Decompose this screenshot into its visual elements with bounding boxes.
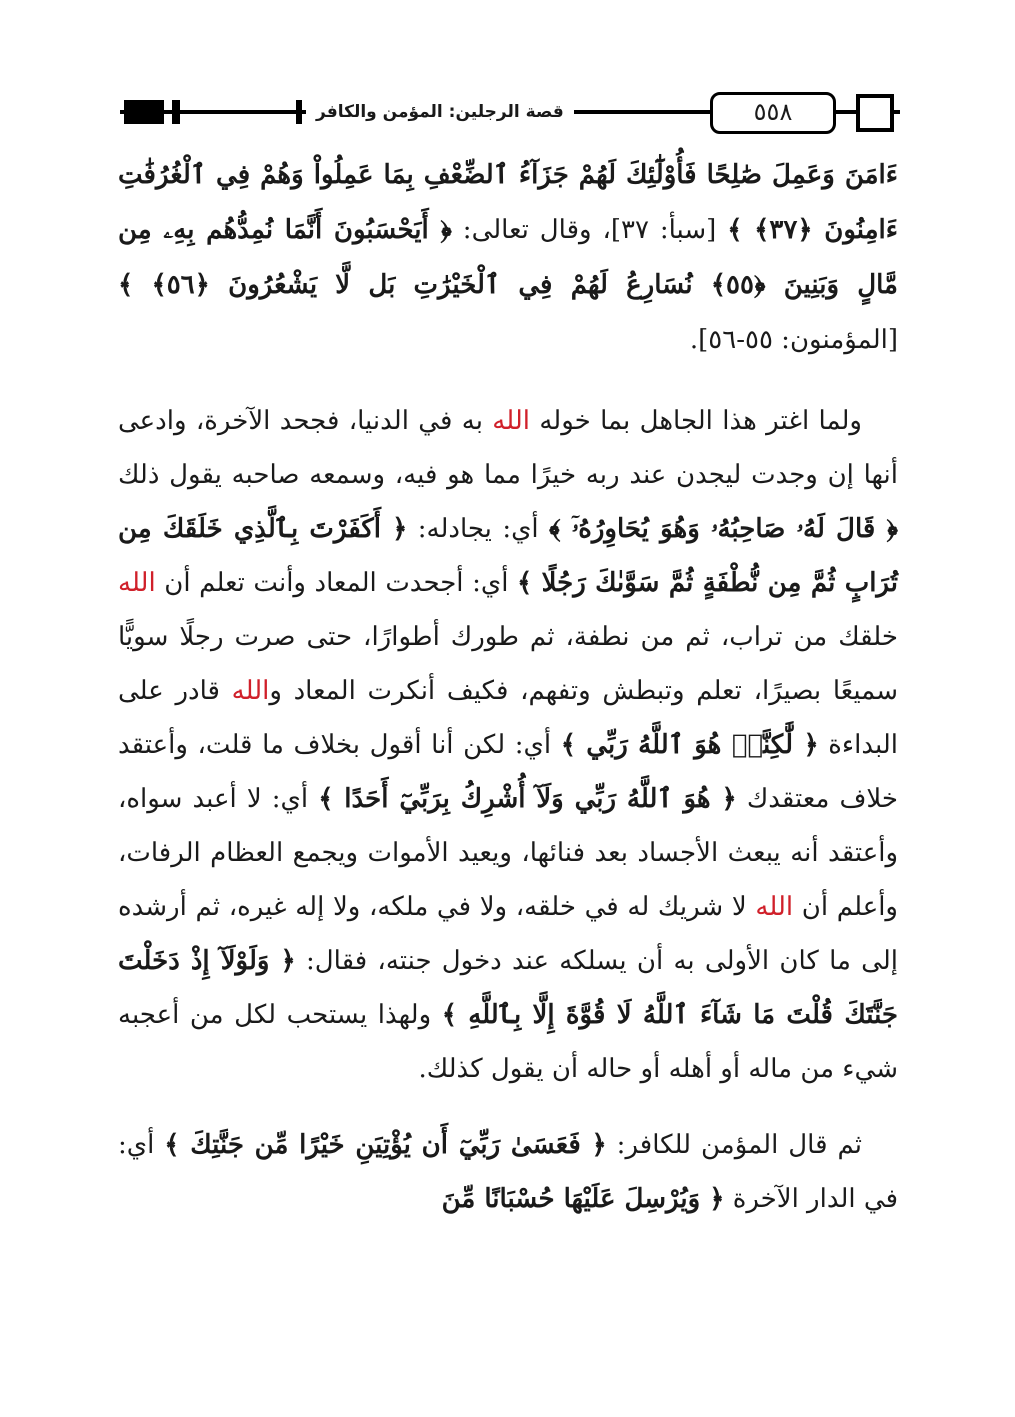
quran-verse: ﴿ وَلَوْلَآ إِذْ دَخَلْتَ جَنَّتَكَ قُلْتَ مَا شَآءَ ٱللَّهُ لَا قُوَّةَ إِلَّا بِٱللَّهِ ﴾: [118, 946, 898, 1030]
body-text: ولهذا يستحب لكل من أعجبه شيء من ماله أو أهله أو حاله أن يقول كذلك.: [118, 1000, 898, 1084]
page-number: ٥٥٨: [710, 92, 836, 134]
header-ornament-bar: [172, 100, 180, 124]
quran-verse: ﴿ قَالَ لَهُۥ صَاحِبُهُۥ وَهُوَ يُحَاوِرُهُۥٓ ﴾: [549, 514, 898, 544]
divine-name: الله: [492, 406, 530, 436]
header-ornament-bar: [296, 100, 302, 124]
paragraph-commentary: [118, 394, 898, 1096]
body-text: [سبأ: ٣٧]، وقال تعالى:: [451, 215, 728, 245]
body-text: أي: يجادله:: [407, 514, 550, 544]
running-title: قصة الرجلين: المؤمن والكافر: [306, 96, 574, 128]
quran-verse: ﴿ أَكَفَرْتَ بِٱلَّذِي خَلَقَكَ مِن تُرَابٍ ثُمَّ مِن نُّطْفَةٍ ثُمَّ سَوَّىٰكَ رَجُلًا ﴾: [118, 514, 898, 598]
quran-verse: ﴿ وَيُرْسِلَ عَلَيْهَا حُسْبَانًا مِّنَ: [441, 1184, 725, 1214]
divine-name: الله: [231, 676, 270, 706]
body-text: أي: أجحدت المعاد وأنت تعلم أن: [155, 568, 518, 598]
body-text: أي: لكن أنا أقول بخلاف ما قلت، وأعتقد خلاف معتقدك: [118, 730, 898, 814]
body-text: أي: لا أعبد سواه، وأعتقد أنه يبعث الأجساد بعد فنائها، ويعيد الأموات ويجمع العظام الرفات، وأعلم أن: [118, 784, 898, 922]
body-text: لا شريك له في خلقه، ولا في ملكه، ولا إله غيره، ثم أرشده إلى ما كان الأولى به أن يسلكه عند دخول جنته، فقال:: [118, 892, 898, 976]
quran-verse: ﴿ لَّٰكِنَّا۠ هُوَ ٱللَّهُ رَبِّي ﴾: [560, 730, 819, 760]
quran-verse: ﴿ أَيَحْسَبُونَ أَنَّمَا نُمِدُّهُم بِهِۦ مِن مَّالٍ وَبَنِينَ ﴿٥٥﴾ نُسَارِعُ لَهُمْ فِي ٱلْخَيْرَٰتِ بَل لَّا يَشْعُرُونَ ﴿٥٦﴾ ﴾: [118, 215, 898, 300]
body-text: قادر على البداءة: [118, 676, 898, 760]
quran-verse: ﴿ فَعَسَىٰ رَبِّيٓ أَن يُؤْتِيَنِ خَيْرًا مِّن جَنَّتِكَ ﴾: [164, 1130, 607, 1160]
divine-name: الله: [755, 892, 794, 922]
quran-verse: ﴿ هُوَ ٱللَّهُ رَبِّي وَلَآ أُشْرِكُ بِرَبِّيٓ أَحَدًا ﴾: [318, 784, 737, 814]
page-body: [118, 148, 898, 1226]
divine-name: الله: [118, 568, 156, 598]
body-text: ثم قال المؤمن للكافر:: [606, 1130, 862, 1160]
header-ornament-block: [124, 100, 164, 124]
paragraph-continuation: [118, 1118, 898, 1226]
body-text: أي: في الدار الآخرة: [118, 1130, 898, 1214]
header-ornament-square: [856, 94, 894, 132]
page-header: [120, 88, 900, 136]
body-text: [المؤمنون: ٥٥-٥٦].: [689, 325, 898, 355]
body-text: به في الدنيا، فجحد الآخرة، وادعى أنها إن وجدت ليجدن عند ربه خيرًا مما هو فيه، وسمعه صاحبه يقول ذلك: [118, 406, 898, 490]
paragraph-quran-citations: [118, 148, 898, 368]
body-text: ولما اغتر هذا الجاهل بما خوله: [530, 406, 862, 436]
body-text: خلقك من تراب، ثم من نطفة، ثم طورك أطوارًا، حتى صرت رجلًا سويًّا سميعًا بصيرًا، تعلم وتبطش وتفهم، فكيف أنكرت المعاد و: [118, 622, 898, 706]
quran-verse: ءَامَنَ وَعَمِلَ صَٰلِحًا فَأُوْلَٰٓئِكَ لَهُمْ جَزَآءُ ٱلضِّعْفِ بِمَا عَمِلُواْ وَهُمْ فِي ٱلْغُرُفَٰتِ ءَامِنُونَ ﴿٣٧﴾ ﴾: [118, 160, 898, 245]
